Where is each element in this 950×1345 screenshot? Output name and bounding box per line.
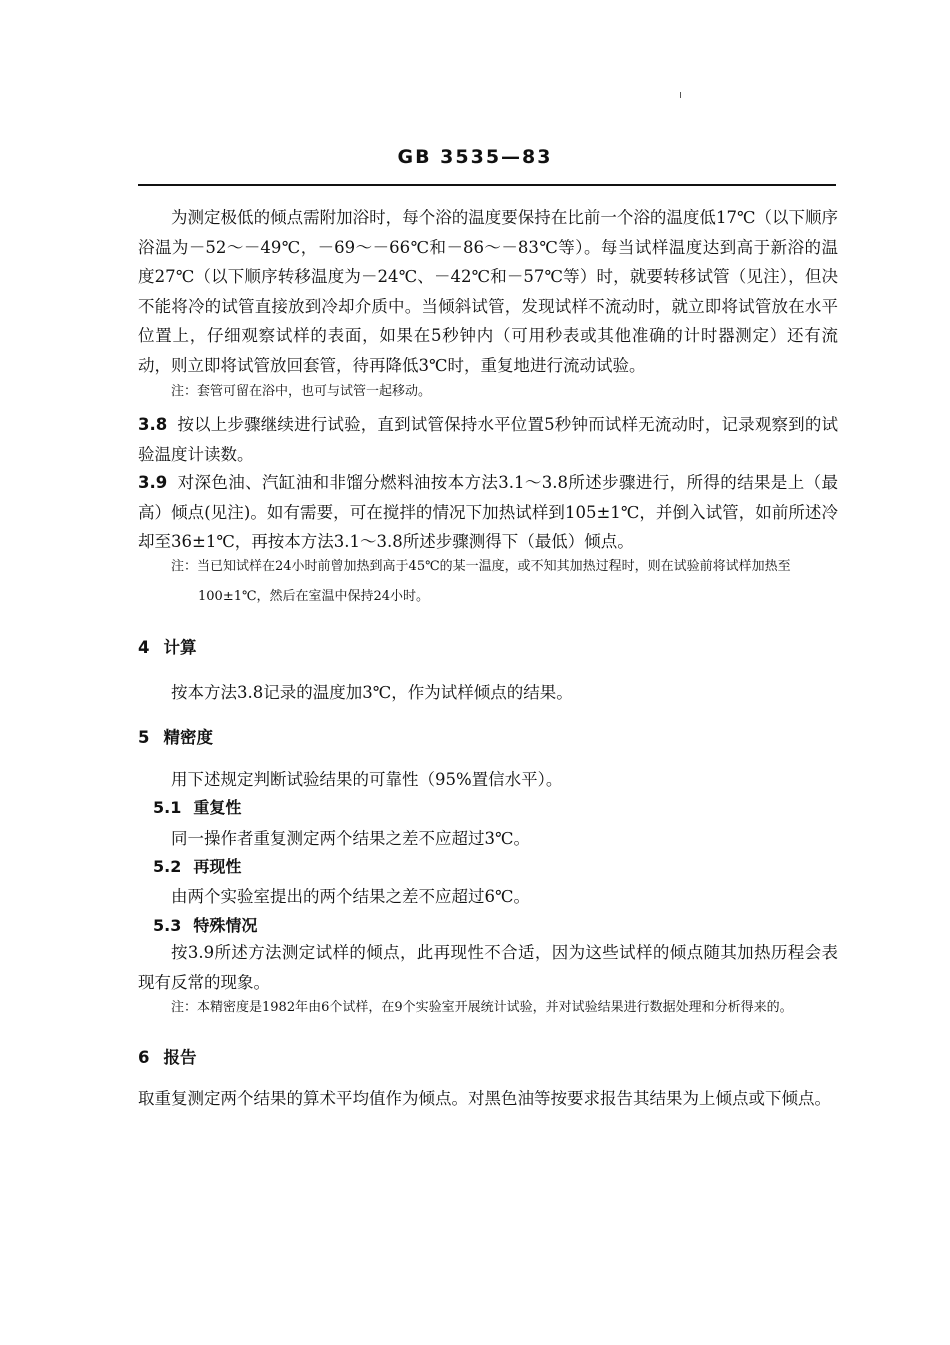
note-5: 注：本精密度是1982年由6个试样，在9个实验室开展统计试验，并对试验结果进行数据处理和分析得来的。 <box>171 1000 793 1015</box>
section-4-heading <box>138 634 196 658</box>
subsection-title: 特殊情况 <box>193 916 258 935</box>
section-5-heading <box>138 724 213 748</box>
subsection-number: 5.3 <box>153 916 182 935</box>
section-number: 6 <box>138 1048 150 1067</box>
clause-3-8 <box>138 410 838 469</box>
subsection-title: 重复性 <box>193 798 242 817</box>
clause-text: 按以上步骤继续进行试验，直到试管保持水平位置5秒钟而试样无流动时，记录观察到的试验温度计读数。 <box>138 415 838 464</box>
subsection-5-1-heading <box>153 795 241 818</box>
subsection-5-3-heading <box>153 913 257 936</box>
section-6-heading <box>138 1044 196 1068</box>
section-6-text: 取重复测定两个结果的算术平均值作为倾点。对黑色油等按要求报告其结果为上倾点或下倾点。 <box>138 1089 831 1108</box>
margin-mark <box>680 92 681 98</box>
note-3-9-line1: 注：当已知试样在24小时前曾加热到高于45℃的某一温度，或不知其加热过程时，则在试验前将试样加热至 <box>171 559 791 574</box>
clause-3-9 <box>138 468 838 557</box>
subsection-number: 5.1 <box>153 798 182 817</box>
clause-number: 3.9 <box>138 473 168 492</box>
section-number: 4 <box>138 638 150 657</box>
section-title: 报告 <box>163 1048 197 1067</box>
note-3-9-line2: 100±1℃，然后在室温中保持24小时。 <box>198 589 430 604</box>
page-header: GB 3535—83 <box>397 146 553 168</box>
subsection-number: 5.2 <box>153 857 182 876</box>
subsection-5-1-text: 同一操作者重复测定两个结果之差不应超过3℃。 <box>171 829 530 848</box>
section-title: 计算 <box>163 638 197 657</box>
note-3-7: 注：套管可留在浴中，也可与试管一起移动。 <box>171 384 432 399</box>
section-4-text: 按本方法3.8记录的温度加3℃，作为试样倾点的结果。 <box>171 683 573 702</box>
clause-number: 3.8 <box>138 415 168 434</box>
header-rule <box>138 184 836 186</box>
paragraph-3-7-continued: 为测定极低的倾点需附加浴时，每个浴的温度要保持在比前一个浴的温度低17℃（以下顺序浴温为－52～－49℃，－69～－66℃和－86～－83℃等）。每当试样温度达到高于新浴的温度27℃（以下顺序转移温度为－24℃、－42℃和－57℃等）时，就要转移试管（见注），但决不能将冷的试管直接放到冷却介质中。当倾斜试管，发现试样不流动时，就立即将试管放在水平位置上，仔细观察试样的表面，如果在5秒钟内（可用秒表或其他准确的计时器测定）还有流动，则立即将试管放回套管，待再降低3℃时，重复地进行流动试验。 <box>138 208 838 375</box>
section-5-text: 用下述规定判断试验结果的可靠性（95%置信水平）。 <box>171 770 563 789</box>
subsection-5-2-heading <box>153 854 241 877</box>
clause-text: 对深色油、汽缸油和非馏分燃料油按本方法3.1～3.8所述步骤进行，所得的结果是上（最高）倾点(见注)。如有需要，可在搅拌的情况下加热试样到105±1℃，并倒入试管，如前所述冷却至36±1℃，再按本方法3.1～3.8所述步骤测得下（最低）倾点。 <box>138 473 838 551</box>
section-number: 5 <box>138 728 150 747</box>
subsection-5-2-text: 由两个实验室提出的两个结果之差不应超过6℃。 <box>171 887 530 906</box>
subsection-5-3-text: 按3.9所述方法测定试样的倾点，此再现性不合适，因为这些试样的倾点随其加热历程会表现有反常的现象。 <box>138 943 838 992</box>
section-title: 精密度 <box>163 728 213 747</box>
subsection-title: 再现性 <box>193 857 242 876</box>
